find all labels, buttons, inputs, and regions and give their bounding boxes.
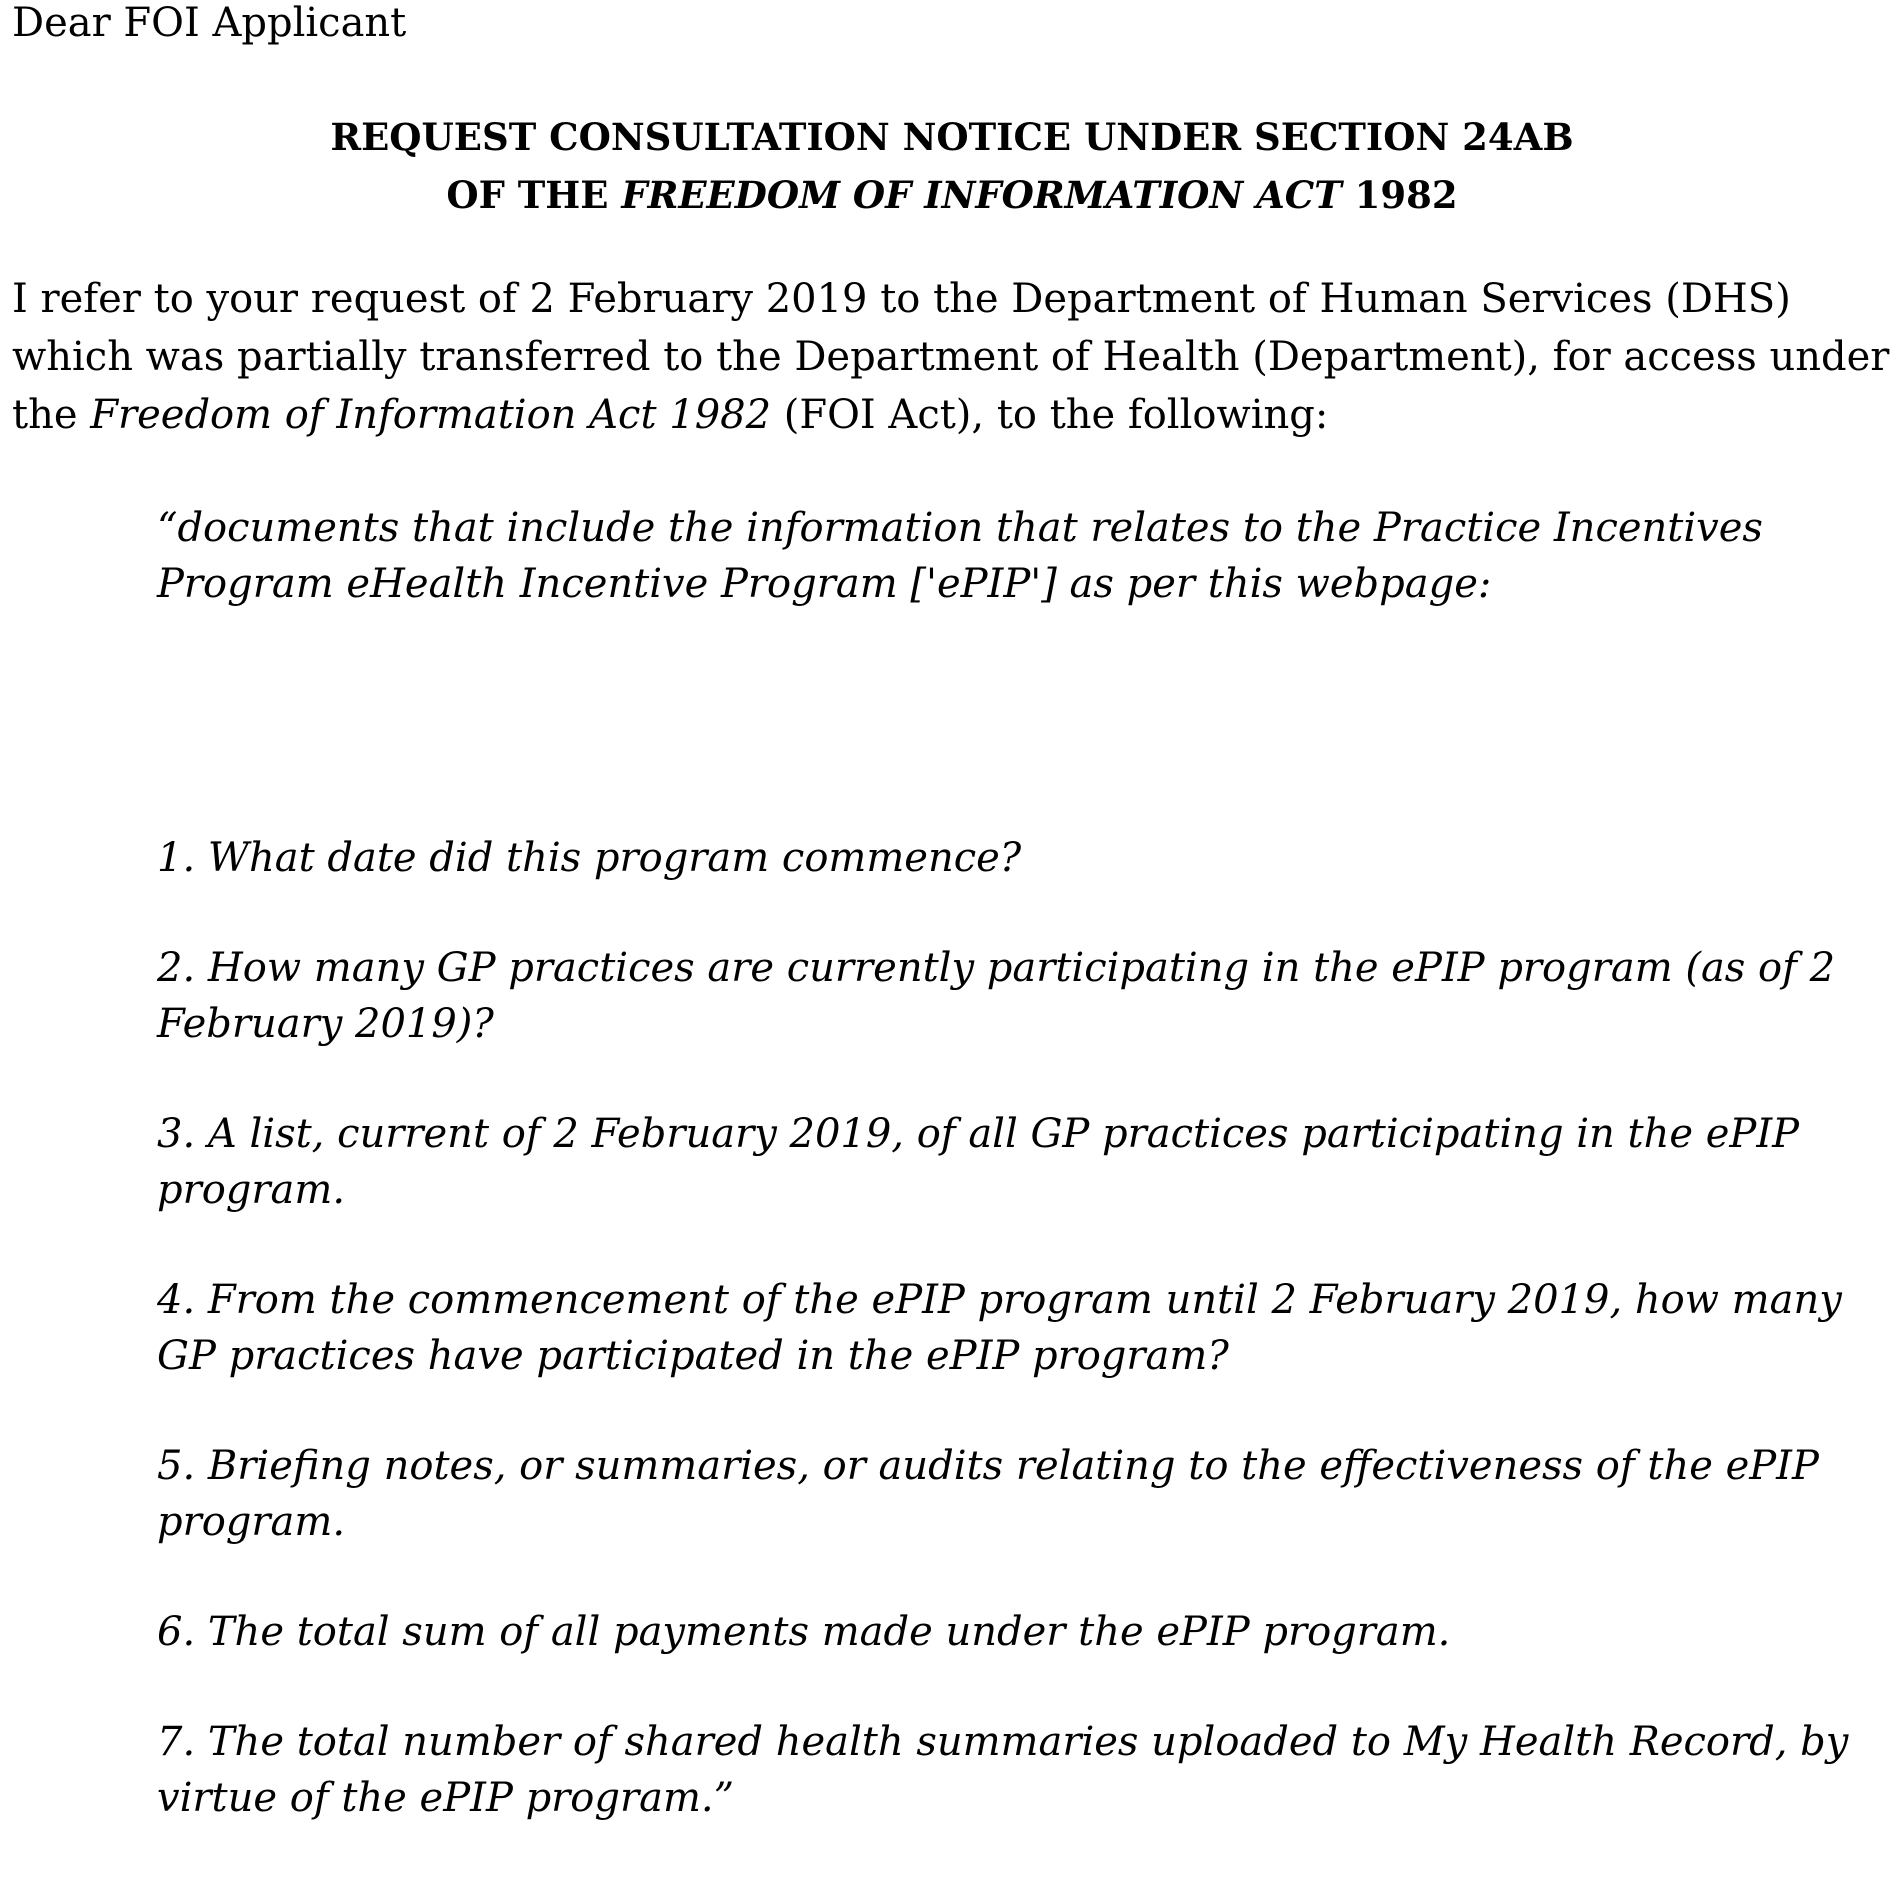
intro-paragraph xyxy=(12,270,1902,444)
question-item: 4. From the commencement of the ePIP program until 2 February 2019, how many GP practices have participated in the ePIP program? xyxy=(157,1277,1842,1379)
heading-line-1: REQUEST CONSULTATION NOTICE UNDER SECTION 24AB xyxy=(330,115,1574,159)
question-item: 2. How many GP practices are currently participating in the ePIP program (as of 2 February 2019)? xyxy=(157,945,1836,1047)
intro-act-name: Freedom of Information Act 1982 xyxy=(90,392,772,438)
heading-act-name: FREEDOM OF INFORMATION ACT xyxy=(621,173,1342,217)
intro-text-2: (FOI Act), to the following: xyxy=(771,392,1329,438)
question-item: 3. A list, current of 2 February 2019, of all GP practices participating in the ePIP program. xyxy=(157,1111,1800,1213)
question-item: 1. What date did this program commence? xyxy=(157,835,1022,881)
salutation: Dear FOI Applicant xyxy=(12,0,407,46)
notice-heading xyxy=(0,108,1904,224)
question-item: 5. Briefing notes, or summaries, or audits relating to the effectiveness of the ePIP program. xyxy=(157,1443,1819,1545)
request-quote: “documents that include the information that relates to the Practice Incentives Program eHealth Incentive Program ['ePIP'] as per this webpage: xyxy=(157,505,1763,607)
request-questions-list xyxy=(157,830,1857,1880)
heading-line-2-prefix: OF THE xyxy=(446,173,622,217)
question-item: 7. The total number of shared health summaries uploaded to My Health Record, by virtue of the ePIP program.” xyxy=(157,1719,1849,1821)
heading-act-year: 1982 xyxy=(1341,173,1458,217)
intro-text-1: I refer to your request of 2 February 2019 to the Department of Human Services (DHS) which was partially transferred to the Department of Health (Department), for access under the xyxy=(12,276,1890,438)
question-item: 6. The total sum of all payments made under the ePIP program. xyxy=(157,1609,1451,1655)
